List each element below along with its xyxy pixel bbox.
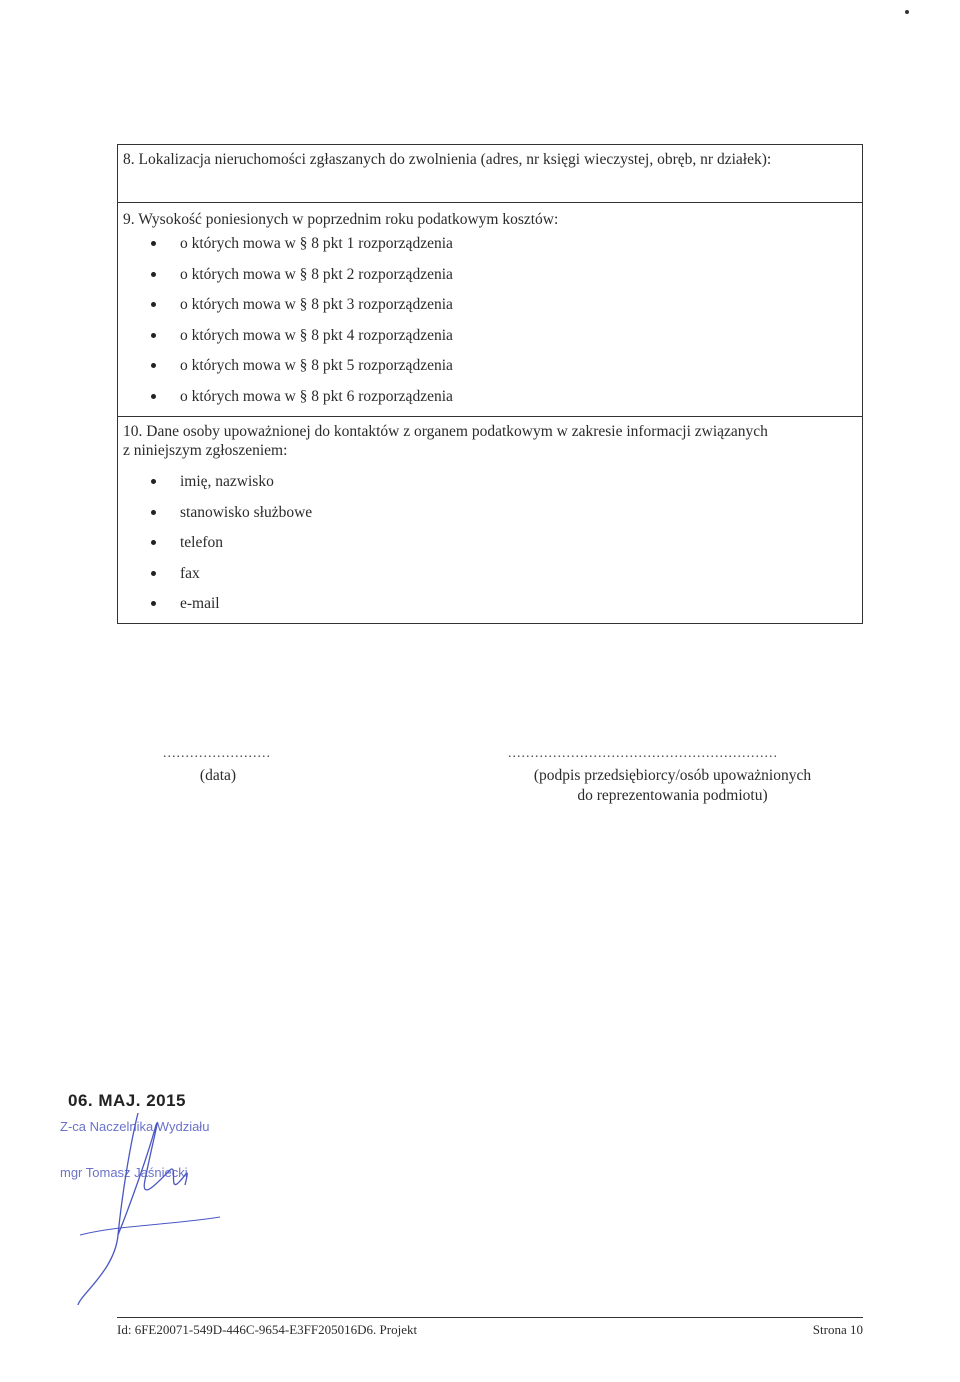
date-label: (data) — [199, 767, 237, 784]
signature-label — [500, 766, 845, 806]
section-10-heading-line2: z niniejszym zgłoszeniem: — [123, 442, 288, 459]
page-number: Strona 10 — [812, 1322, 863, 1337]
list-item: o których mowa w § 8 pkt 5 rozporządzenia — [148, 356, 453, 387]
section-8 — [118, 145, 862, 203]
list-item: o których mowa w § 8 pkt 1 rozporządzenia — [148, 234, 453, 265]
list-item: fax — [148, 564, 312, 595]
signature-label-line1: (podpis przedsiębiorcy/osób upoważnionych — [533, 767, 812, 784]
list-item: o których mowa w § 8 pkt 6 rozporządzenia — [148, 387, 453, 418]
footer-rule — [117, 1317, 863, 1318]
signature-label-line2: do reprezentowania podmiotu) — [577, 787, 768, 804]
stamp-title: Z-ca Naczelnika Wydziału — [60, 1119, 210, 1134]
section-10-list — [148, 472, 312, 625]
scan-speck — [905, 10, 909, 14]
section-9-list — [148, 234, 453, 418]
stamp-name: mgr Tomasz Jaśniecki — [60, 1165, 188, 1180]
list-item: o których mowa w § 8 pkt 4 rozporządzenia — [148, 326, 453, 357]
document-id: Id: 6FE20071-549D-446C-9654-E3FF205016D6. Projekt — [117, 1322, 418, 1337]
section-10-heading — [123, 422, 768, 460]
section-10-heading-line1: 10. Dane osoby upoważnionej do kontaktów z organem podatkowym w zakresie informacji związanych — [123, 423, 768, 440]
form-table — [117, 144, 863, 624]
section-9 — [118, 203, 862, 417]
section-9-heading: 9. Wysokość poniesionych w poprzednim roku podatkowym kosztów: — [123, 211, 559, 228]
list-item: o których mowa w § 8 pkt 3 rozporządzenia — [148, 295, 453, 326]
official-stamp — [60, 1085, 310, 1315]
section-8-heading: 8. Lokalizacja nieruchomości zgłaszanych do zwolnienia (adres, nr księgi wieczystej, obręb, nr działek): — [123, 151, 772, 168]
list-item: o których mowa w § 8 pkt 2 rozporządzenia — [148, 265, 453, 296]
date-signature-dots: ........................ — [163, 746, 271, 761]
list-item: telefon — [148, 533, 312, 564]
list-item: imię, nazwisko — [148, 472, 312, 503]
handwritten-signature-icon — [60, 1085, 310, 1315]
list-item: stanowisko służbowe — [148, 503, 312, 534]
signature-dots: ............................................................ — [508, 746, 778, 761]
section-10 — [118, 417, 862, 623]
list-item: e-mail — [148, 594, 312, 625]
stamp-date: 06. MAJ. 2015 — [68, 1091, 187, 1110]
